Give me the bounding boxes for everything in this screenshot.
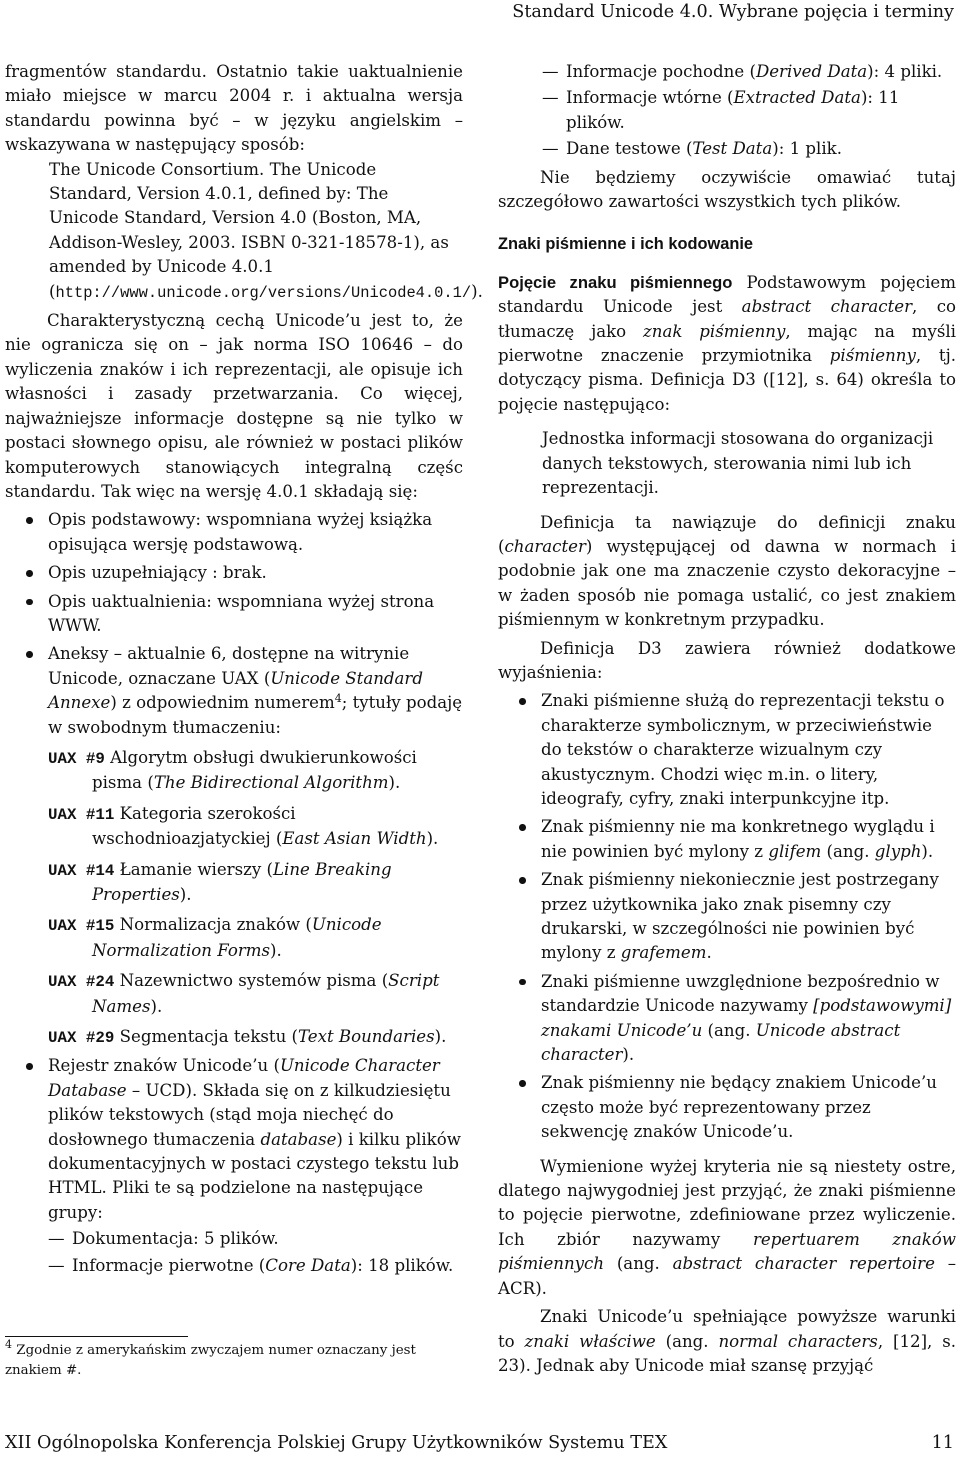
citation-end: ). <box>471 281 483 301</box>
list-item-registry: Rejestr znaków Unicode’u (Unicode Character Database – UCD). Składa się on z kilkudziesiętu plików tekstowych (stąd moja niechęć do dosłownego tłumaczenia database) i kilku plików dokumentacyjnych w postaci czystego tekstu lub HTML. Pliki te są podzielone na następujące grupy: — Dokumentacja: 5 plików. — Informacje pierwotne (Core Data): 18 plików. <box>5 1054 463 1278</box>
uax-item: UAX #29 Segmentacja tekstu (Text Boundaries). <box>48 1027 447 1048</box>
file-group-item: — Informacje pierwotne (Core Data): 18 plików. <box>48 1254 463 1278</box>
list-item: Znak piśmienny nie ma konkretnego wyglądu i nie powinien być mylony z glifem (ang. glyph). <box>498 815 956 864</box>
uax-item: UAX #9 Algorytm obsługi dwukierunkowości pisma (The Bidirectional Algorithm). <box>48 747 417 793</box>
paragraph-heading: Pojęcie znaku piśmiennego <box>498 272 733 292</box>
unicode-features-paragraph: Charakterystyczną cechą Unicode’u jest to, że nie ogranicza się on – jak norma ISO 10646 – do wyliczenia znaków i ich reprezentacji, ale opisuje ich własności i zasady przetwarzania. Co więcej, najważniejsze informacje dostępne są nie tylko w postaci słownego opisu, ale również w postaci plików komputerowych stanowiących integralną częśc standardu. Tak więc na wersję 4.0.1 składają się: <box>5 311 463 501</box>
list-item: Opis podstawowy: wspomniana wyżej książka opisująca wersję podstawową. <box>5 508 463 557</box>
footnote-number: 4 <box>5 1338 12 1351</box>
uax-item: UAX #15 Normalizacja znaków (Unicode Normalization Forms). <box>48 915 382 960</box>
components-list <box>5 508 463 1278</box>
file-group-item: — Dokumentacja: 5 plików. <box>48 1227 463 1251</box>
definition-commentary-paragraph: Definicja ta nawiązuje do definicji znaku (character) występującej od dawna w normach i podobnie jak one ma znaczenie czysto dekoracyjne – w żaden sposób nie pomaga ustalić, co jest znakiem piśmiennym w konkretnym przypadku. <box>498 512 956 630</box>
file-group-item: — Informacje wtórne (Extracted Data): 11 plików. <box>542 86 956 135</box>
list-item: Znak piśmienny niekoniecznie jest postrzegany przez użytkownika jako znak pisemny czy drukarski, w szczególności nie powinien być mylony z grafemem. <box>498 868 956 966</box>
footnote <box>5 1338 463 1381</box>
list-item: Opis uzupełniający : brak. <box>5 561 463 585</box>
citation-url[interactable]: http://www.unicode.org/versions/Unicode4.0.1/ <box>55 283 472 302</box>
uax-item: UAX #24 Nazewnictwo systemów pisma (Script Names). <box>48 971 440 1016</box>
citation-text: The Unicode Consortium. The Unicode Standard, Version 4.0.1, defined by: The Unicode Standard, Version 4.0 (Boston, MA, Addison-Wesley, 2003. ISBN 0-321-18578-1), as amended by Unicode 4.0.1 ( <box>49 159 449 301</box>
file-groups-list <box>48 1227 463 1278</box>
right-column <box>498 60 956 1378</box>
citation-block <box>49 158 483 305</box>
conference-name: XII Ogólnopolska Konferencja Polskiej Grupy Użytkowników Systemu TEX <box>5 1433 668 1453</box>
uax-item: UAX #11 Kategoria szerokości wschodnioazjatyckiej (East Asian Width). <box>48 803 439 849</box>
file-group-item: — Informacje pochodne (Derived Data): 4 pliki. <box>542 60 956 84</box>
footnote-marker: 4 <box>334 692 342 706</box>
d3-explanations-list <box>498 689 956 1144</box>
page-number: 11 <box>931 1433 954 1453</box>
uax-item: UAX #14 Łamanie wierszy (Line Breaking Properties). <box>48 859 392 904</box>
list-item-annexes: Aneksy – aktualnie 6, dostępne na witrynie Unicode, oznaczane UAX (Unicode Standard Annexe) z odpowiednim numerem$^4$; tytuły podaję w swobodnym tłumaczeniu: UAX #9 Algorytm obsługi dwukierunkowości pisma (The Bidirectional Algorithm). UAX #11 Kategoria szerokości wschodnioazjatyckiej (East Asian Width). UAX #14 Łamanie wierszy (Line Breaking Properties). UAX #15 Normalizacja znaków (Unicode Normalization Forms). UAX #24 Nazewnictwo systemów pisma (Script Names). UAX #29 Segmentacja tekstu (Text Boundaries). <box>5 642 463 1050</box>
list-item: Znak piśmienny nie będący znakiem Unicode’u często może być reprezentowany przez sekwencję znaków Unicode’u. <box>498 1071 956 1144</box>
d3-intro-paragraph: Definicja D3 zawiera również dodatkowe wyjaśnienia: <box>498 638 956 682</box>
list-item: Znaki piśmienne uwzględnione bezpośrednio w standardzie Unicode nazywamy [podstawowymi] znakami Unicode’u (ang. Unicode abstract character). <box>498 970 956 1068</box>
footnote-text: Zgodnie z amerykańskim zwyczajem numer oznaczany jest znakiem #. <box>5 1343 416 1378</box>
list-item: Znaki piśmienne służą do reprezentacji tekstu o charakterze symbolicznym, w przeciwieństwie do tekstów o charakterze wizualnym czy akustycznym. Chodzi więc m.in. o litery, ideografy, cyfry, znaki interpunkcyjne itp. <box>498 689 956 811</box>
footnote-rule <box>5 1336 188 1337</box>
intro-paragraph: fragmentów standardu. Ostatnio takie uaktualnienie miało miejsce w marcu 2004 r. i aktualna wersja standardu powinna być – w języku angielskim – wskazywana w następujący sposób: <box>5 62 463 155</box>
files-note-paragraph: Nie będziemy oczywiście omawiać tutaj szczegółowo zawartości wszystkich tych plików. <box>498 167 956 212</box>
repertoire-paragraph: Wymienione wyżej kryteria nie są niestety ostre, dlatego najwygodniej jest przyjąć, że znaki piśmienne to pojęcie pierwotne, zdefiniowane przez wyliczenie. Ich zbiór nazywamy repertuarem znaków piśmiennych (ang. abstract character repertoire – ACR). <box>498 1156 957 1298</box>
normal-characters-paragraph: Znaki Unicode’u spełniające powyższe warunki to znaki właściwe (ang. normal characters, [12], s. 23). Jednak aby Unicode miał szansę przyjąć <box>498 1307 956 1375</box>
page-footer <box>5 1432 954 1454</box>
definition-quote: Jednostka informacji stosowana do organizacji danych tekstowych, sterowania nimi lub ich reprezentacji. <box>542 429 934 498</box>
left-column <box>5 60 483 1278</box>
abstract-character-paragraph: Pojęcie znaku piśmiennego Podstawowym pojęciem standardu Unicode jest abstract character, co tłumaczę jako znak piśmienny, mając na myśli pierwotne znaczenie przymiotnika piśmienny, tj. dotyczący pisma. Definicja D3 ([12], s. 64) określa to pojęcie następująco: <box>498 272 956 414</box>
file-groups-continued <box>542 60 956 162</box>
list-item: Opis uaktualnienia: wspomniana wyżej strona WWW. <box>5 590 463 639</box>
file-group-item: — Dane testowe (Test Data): 1 plik. <box>542 137 956 161</box>
running-header: Standard Unicode 4.0. Wybrane pojęcia i terminy <box>512 2 954 22</box>
uax-list <box>48 746 463 1050</box>
section-heading: Znaki piśmienne i ich kodowanie <box>498 235 754 254</box>
